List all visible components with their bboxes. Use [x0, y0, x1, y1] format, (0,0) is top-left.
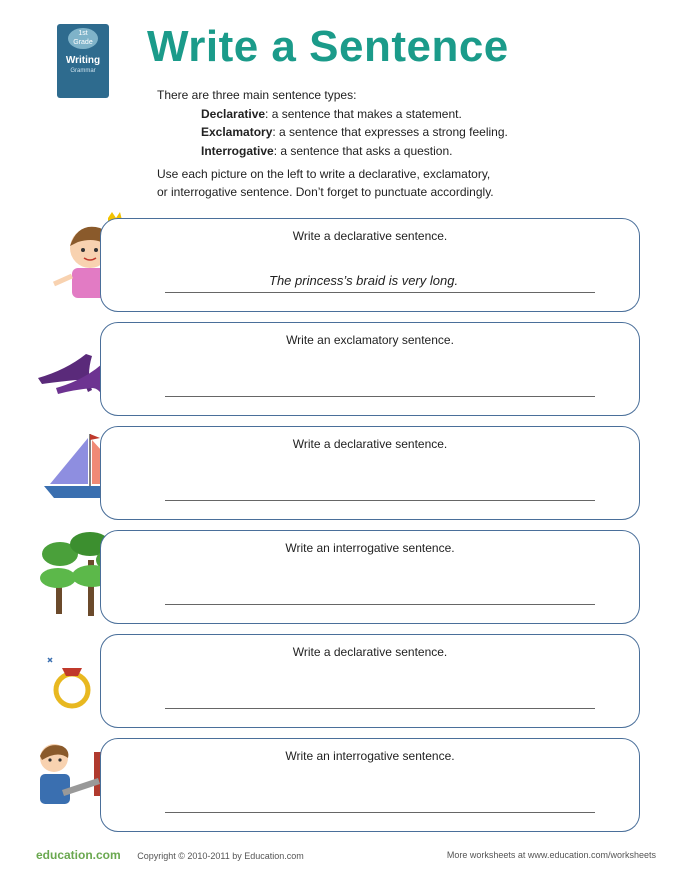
sentence-box-5 — [100, 634, 640, 728]
answer-line[interactable] — [165, 500, 595, 501]
sentence-box-4 — [100, 530, 640, 624]
sentence-box-6 — [100, 738, 640, 832]
answer-line[interactable] — [165, 812, 595, 813]
subject-sub-label: Grammar — [70, 68, 96, 74]
answer-line[interactable] — [165, 708, 595, 709]
grade-label: 1st Grade — [68, 28, 98, 49]
subject-badge — [57, 24, 109, 98]
sentence-box-1 — [100, 218, 640, 312]
type-declarative: Declarative: a sentence that makes a statement. — [201, 106, 462, 121]
sentence-box-2 — [100, 322, 640, 416]
type-interrogative: Interrogative: a sentence that asks a question. — [201, 143, 453, 158]
sentence-box-3 — [100, 426, 640, 520]
sentence-prompt: Write a declarative sentence. — [292, 229, 448, 243]
sentence-prompt: Write an interrogative sentence. — [285, 541, 455, 555]
instructions: Use each picture on the left to write a declarative, exclamatory, or interrogative sentence. Don’t forget to punctuate accordingly. — [157, 167, 494, 199]
answer-line[interactable] — [165, 604, 595, 605]
intro-lead: There are three main sentence types: — [157, 88, 357, 102]
sentence-prompt: Write an exclamatory sentence. — [286, 333, 454, 347]
type-exclamatory: Exclamatory: a sentence that expresses a strong feeling. — [201, 125, 508, 139]
intro-text — [157, 86, 617, 160]
ring-icon — [44, 650, 100, 712]
sentence-prompt: Write a declarative sentence. — [292, 645, 448, 659]
education-logo: education.com — [36, 848, 121, 862]
answer-line[interactable] — [165, 292, 595, 293]
sentence-prompt: Write an interrogative sentence. — [285, 749, 455, 763]
sentence-prompt: Write a declarative sentence. — [292, 437, 448, 451]
copyright: Copyright © 2010-2011 by Education.com — [137, 851, 304, 861]
sample-answer: The princess’s braid is very long. — [269, 273, 459, 288]
more-worksheets-link[interactable]: More worksheets at www.education.com/worksheets — [446, 850, 656, 860]
page-title: Write a Sentence — [147, 22, 509, 71]
footer-left — [36, 848, 304, 862]
answer-line[interactable] — [165, 396, 595, 397]
subject-label: Writing — [65, 55, 101, 66]
